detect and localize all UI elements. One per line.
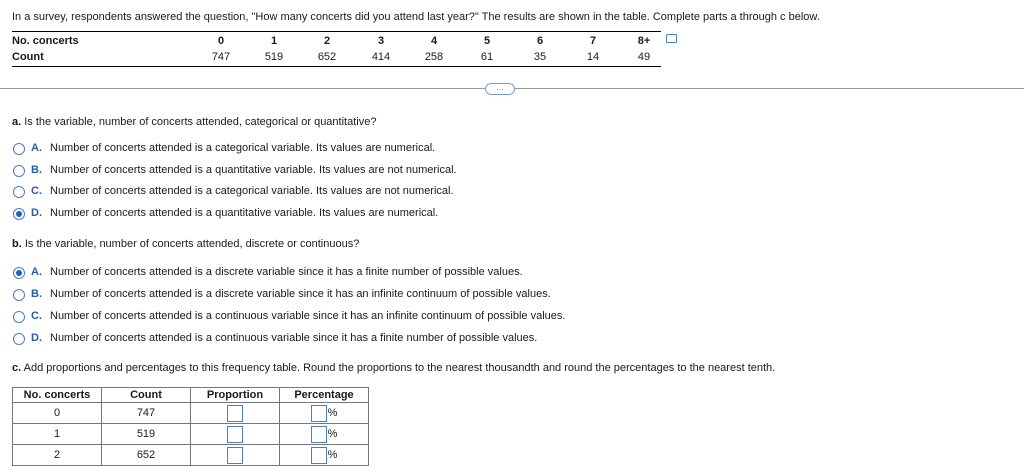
question-a-text: Is the variable, number of concerts attended, categorical or quantitative?	[24, 116, 377, 128]
header-cell: 3	[377, 35, 385, 47]
count-cell: 519	[264, 51, 284, 63]
header-cell: 5	[483, 35, 491, 47]
radio-button[interactable]	[13, 186, 25, 198]
option-text: Number of concerts attended is a continuous variable since it has an infinite continuum of possible values.	[50, 310, 566, 322]
concerts-cell: 0	[13, 403, 102, 424]
option-text: Number of concerts attended is a continuous variable since it has a finite number of possible values.	[50, 332, 538, 344]
count-cell: 49	[637, 51, 651, 63]
option-letter: D.	[31, 207, 42, 219]
proportion-input[interactable]	[227, 426, 243, 443]
row-label-concerts: No. concerts	[12, 35, 79, 47]
concerts-cell: 1	[13, 424, 102, 445]
option-text: Number of concerts attended is a discrete variable since it has a finite number of possible values.	[50, 266, 523, 278]
percent-sign: %	[327, 407, 338, 419]
percentage-input[interactable]	[311, 405, 327, 422]
proportion-table	[12, 387, 369, 466]
header-cell: 2	[323, 35, 331, 47]
question-b-letter: b.	[12, 238, 22, 250]
proportion-cell	[191, 424, 280, 445]
option-text: Number of concerts attended is a quantitative variable. Its values are not numerical.	[50, 164, 457, 176]
option-letter: A.	[31, 142, 42, 154]
proportion-input[interactable]	[227, 405, 243, 422]
header-cell: 8+	[637, 35, 651, 47]
table-row	[13, 403, 369, 424]
option-letter: B.	[31, 164, 42, 176]
question-b-text: Is the variable, number of concerts attended, discrete or continuous?	[24, 238, 360, 250]
option-letter: B.	[31, 288, 42, 300]
proportion-input[interactable]	[227, 447, 243, 464]
percentage-input[interactable]	[311, 426, 327, 443]
percent-sign: %	[327, 449, 338, 461]
option-text: Number of concerts attended is a quantitative variable. Its values are numerical.	[50, 207, 439, 219]
count-cell: 414	[371, 51, 391, 63]
header-cell: 7	[589, 35, 597, 47]
question-b	[12, 238, 359, 250]
copy-table-icon[interactable]	[666, 34, 677, 43]
radio-button[interactable]	[13, 143, 25, 155]
count-cell: 61	[480, 51, 494, 63]
table-row	[13, 424, 369, 445]
question-c	[12, 362, 775, 374]
count-cell: 35	[533, 51, 547, 63]
header-concerts: No. concerts	[13, 388, 102, 403]
percent-sign: %	[327, 428, 338, 440]
frequency-table-header-row	[12, 33, 661, 49]
radio-button[interactable]	[13, 333, 25, 345]
frequency-table	[12, 31, 661, 67]
question-a-letter: a.	[12, 116, 22, 128]
header-percentage: Percentage	[280, 388, 369, 403]
question-c-letter: c.	[12, 362, 22, 374]
header-cell: 0	[217, 35, 225, 47]
proportion-cell	[191, 445, 280, 466]
concerts-cell: 2	[13, 445, 102, 466]
percentage-cell	[280, 403, 369, 424]
percentage-cell	[280, 424, 369, 445]
option-text: Number of concerts attended is a discrete variable since it has an infinite continuum of possible values.	[50, 288, 551, 300]
radio-button-selected[interactable]	[13, 267, 25, 279]
frequency-table-count-row	[12, 49, 661, 65]
radio-button[interactable]	[13, 289, 25, 301]
percentage-cell	[280, 445, 369, 466]
count-cell: 652	[317, 51, 337, 63]
count-cell: 747	[102, 403, 191, 424]
header-proportion: Proportion	[191, 388, 280, 403]
row-label-count: Count	[12, 51, 44, 63]
proportion-table-header	[13, 388, 369, 403]
option-text: Number of concerts attended is a categorical variable. Its values are not numerical.	[50, 185, 454, 197]
count-cell: 652	[102, 445, 191, 466]
option-letter: D.	[31, 332, 42, 344]
option-letter: A.	[31, 266, 42, 278]
count-cell: 747	[211, 51, 231, 63]
header-count: Count	[102, 388, 191, 403]
percentage-input[interactable]	[311, 447, 327, 464]
question-a	[12, 116, 376, 128]
intro-text: In a survey, respondents answered the question, "How many concerts did you attend last year?" The results are shown in the table. Complete parts a through c below.	[12, 11, 820, 23]
more-button[interactable]: …	[485, 83, 515, 95]
radio-button-selected[interactable]	[13, 208, 25, 220]
header-cell: 6	[536, 35, 544, 47]
header-cell: 1	[270, 35, 278, 47]
radio-button[interactable]	[13, 311, 25, 323]
count-cell: 258	[424, 51, 444, 63]
count-cell: 519	[102, 424, 191, 445]
option-letter: C.	[31, 185, 42, 197]
header-cell: 4	[430, 35, 438, 47]
radio-button[interactable]	[13, 165, 25, 177]
question-c-text: Add proportions and percentages to this frequency table. Round the proportions to the nearest thousandth and round the percentages to the nearest tenth.	[23, 362, 776, 374]
count-cell: 14	[586, 51, 600, 63]
proportion-cell	[191, 403, 280, 424]
option-text: Number of concerts attended is a categorical variable. Its values are numerical.	[50, 142, 436, 154]
option-letter: C.	[31, 310, 42, 322]
table-row	[13, 445, 369, 466]
